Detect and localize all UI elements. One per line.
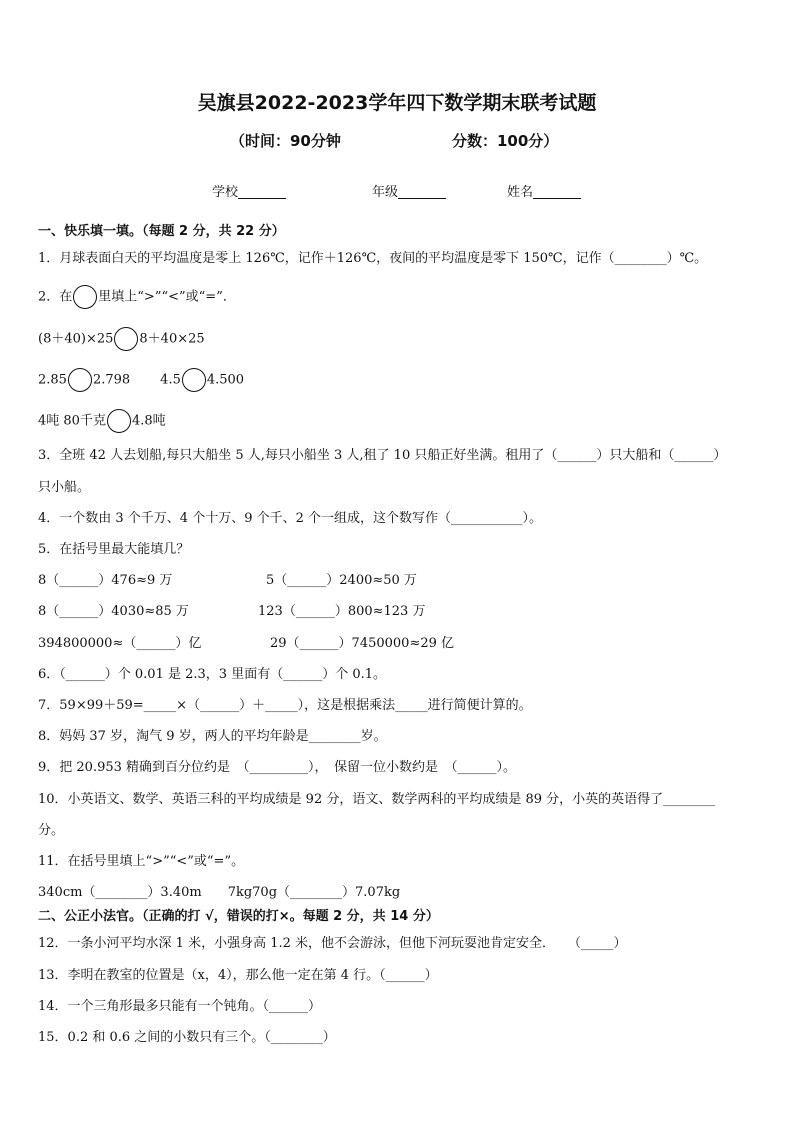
question-3: 3．全班 42 人去划船,每只大船坐 5 人,每只小船坐 3 人,租了 10 只船正好坐满。租用了（______）只大船和（______）: [38, 448, 727, 463]
question-5-item: 5（______）2400≈50 万: [266, 573, 417, 588]
question-7: 7．59×99＋59=_____×（______）＋_____），这是根据乘法_____进行简便计算的。: [38, 698, 532, 713]
section-2-heading: 二、公正小法官。（正确的打 √，错误的打×。每题 2 分，共 14 分）: [38, 909, 439, 924]
question-15: 15．0.2 和 0.6 之间的小数只有三个。（________）: [38, 1030, 336, 1045]
compare-circle[interactable]: [182, 368, 206, 392]
question-5-item: 394800000≈（______）亿: [38, 636, 202, 651]
question-5: 5．在括号里最大能填几？: [38, 542, 190, 557]
question-13: 13．李明在教室的位置是（x，4），那么他一定在第 4 行。（______）: [38, 968, 438, 983]
question-10: 10．小英语文、数学、英语三科的平均成绩是 92 分，语文、数学两科的平均成绩是 89 分，小英的英语得了________: [38, 792, 716, 807]
question-2-row-2: 2.85 2.798 4.5 4.500: [38, 368, 244, 392]
grade-field: 年级: [372, 181, 446, 200]
question-8: 8．妈妈 37 岁，淘气 9 岁，两人的平均年龄是________岁。: [38, 729, 387, 744]
school-field: 学校: [212, 181, 286, 200]
question-10-cont: 分。: [38, 823, 65, 838]
question-3-cont: 只小船。: [38, 480, 91, 495]
page-title: 吴旗县2022-2023学年四下数学期末联考试题: [197, 92, 597, 114]
question-14: 14．一个三角形最多只能有一个钝角。（______）: [38, 999, 322, 1014]
question-2-row-3: 4吨 80千克 4.8吨: [38, 409, 166, 433]
question-9: 9．把 20.953 精确到百分位约是 （_________）， 保留一位小数约是 （______）。: [38, 760, 517, 775]
question-12: 12．一条小河平均水深 1 米，小强身高 1.2 米，他不会游泳，但他下河玩耍池肯定安全． （_____）: [38, 936, 627, 951]
question-5-item: 29（______）7450000≈29 亿: [270, 636, 455, 651]
question-5-item: 123（______）800≈123 万: [258, 604, 426, 619]
compare-circle[interactable]: [68, 368, 92, 392]
question-11-row: 340cm（________）3.40m 7kg70g（________）7.07kg: [38, 885, 401, 900]
exam-time: （时间：90分钟: [230, 132, 341, 150]
compare-circle[interactable]: [107, 409, 131, 433]
question-2: 2．在 里填上“>”“<”或“=”．: [38, 285, 236, 309]
question-4: 4．一个数由 3 个千万、4 个十万、9 个千、2 个一组成，这个数写作（___________）。: [38, 511, 543, 526]
compare-circle: [73, 285, 97, 309]
section-1-heading: 一、快乐填一填。（每题 2 分，共 22 分）: [38, 224, 285, 239]
question-5-item: 8（______）4030≈85 万: [38, 604, 189, 619]
grade-blank[interactable]: [398, 184, 446, 199]
exam-score: 分数：100分）: [452, 132, 559, 150]
question-11: 11．在括号里填上“>”“<”或“=”。: [38, 854, 245, 869]
name-field: 姓名: [507, 181, 581, 200]
question-1: 1．月球表面白天的平均温度是零上 126℃，记作＋126℃，夜间的平均温度是零下 150℃，记作（________）℃。: [38, 251, 708, 266]
name-blank[interactable]: [533, 184, 581, 199]
question-6: 6．（______）个 0.01 是 2.3，3 里面有（______）个 0.1。: [38, 667, 386, 682]
school-blank[interactable]: [238, 184, 286, 199]
question-2-row-1: (8＋40)×25 8＋40×25: [38, 327, 205, 351]
question-5-item: 8（______）476≈9 万: [38, 573, 173, 588]
compare-circle[interactable]: [114, 327, 138, 351]
